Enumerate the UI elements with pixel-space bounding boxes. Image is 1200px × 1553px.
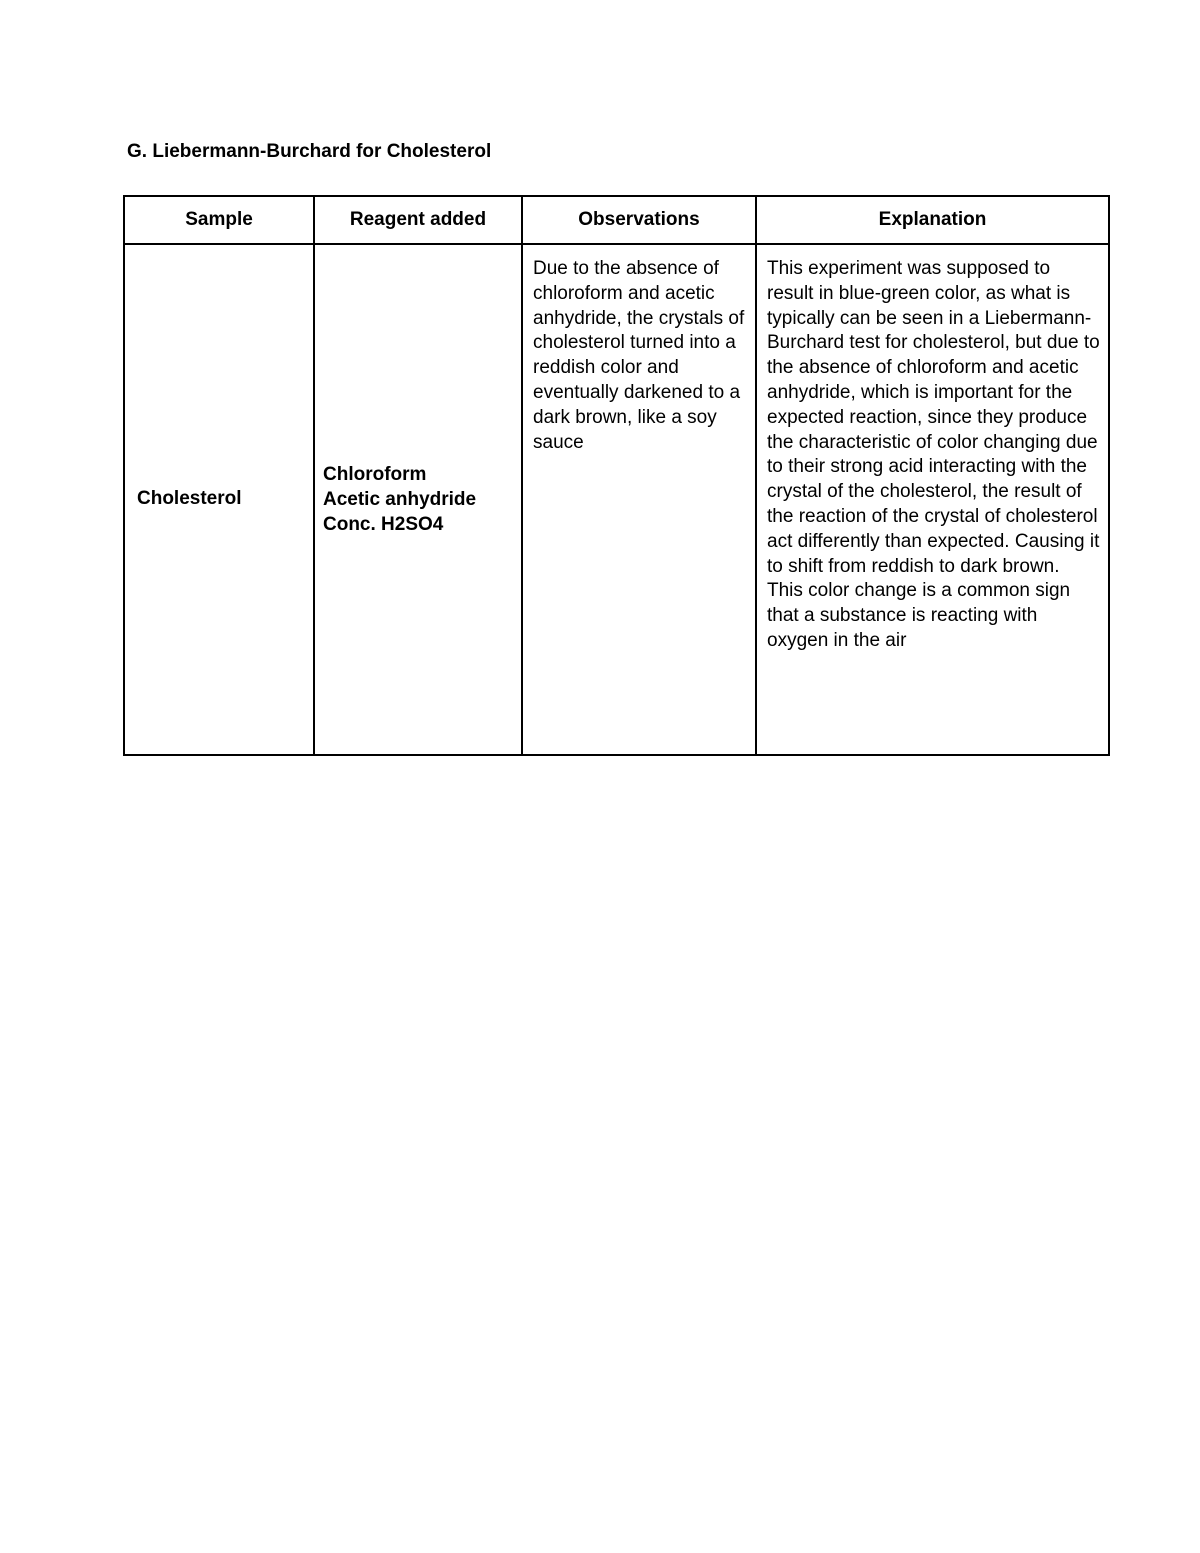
- section-title: G. Liebermann-Burchard for Cholesterol: [127, 141, 492, 162]
- reagent-item: Chloroform: [323, 464, 427, 485]
- cell-observations: Due to the absence of chloroform and acetic anhydride, the crystals of cholesterol turned into a reddish color and eventually darkened to a dark brown, like a soy sauce: [522, 244, 756, 755]
- table-row: [124, 244, 1109, 755]
- reagent-item: Conc. H2SO4: [323, 514, 444, 535]
- results-table: [123, 195, 1110, 756]
- header-observations: Observations: [522, 196, 756, 244]
- cell-explanation: This experiment was supposed to result in blue-green color, as what is typically can be seen in a Liebermann-Burchard test for cholesterol, but due to the absence of chloroform and acetic anhydride, which is important for the expected reaction, since they produce the characteristic of color changing due to their strong acid interacting with the crystal of the cholesterol, the result of the reaction of the crystal of cholesterol act differently than expected. Causing it to shift from reddish to dark brown. This color change is a common sign that a substance is reacting with oxygen in the air: [756, 244, 1109, 755]
- header-sample: Sample: [124, 196, 314, 244]
- table-header-row: [124, 196, 1109, 244]
- reagent-item: Acetic anhydride: [323, 489, 477, 510]
- cell-sample: Cholesterol: [124, 244, 314, 755]
- header-reagent-added: Reagent added: [314, 196, 522, 244]
- header-explanation: Explanation: [756, 196, 1109, 244]
- cell-reagents: [314, 244, 522, 755]
